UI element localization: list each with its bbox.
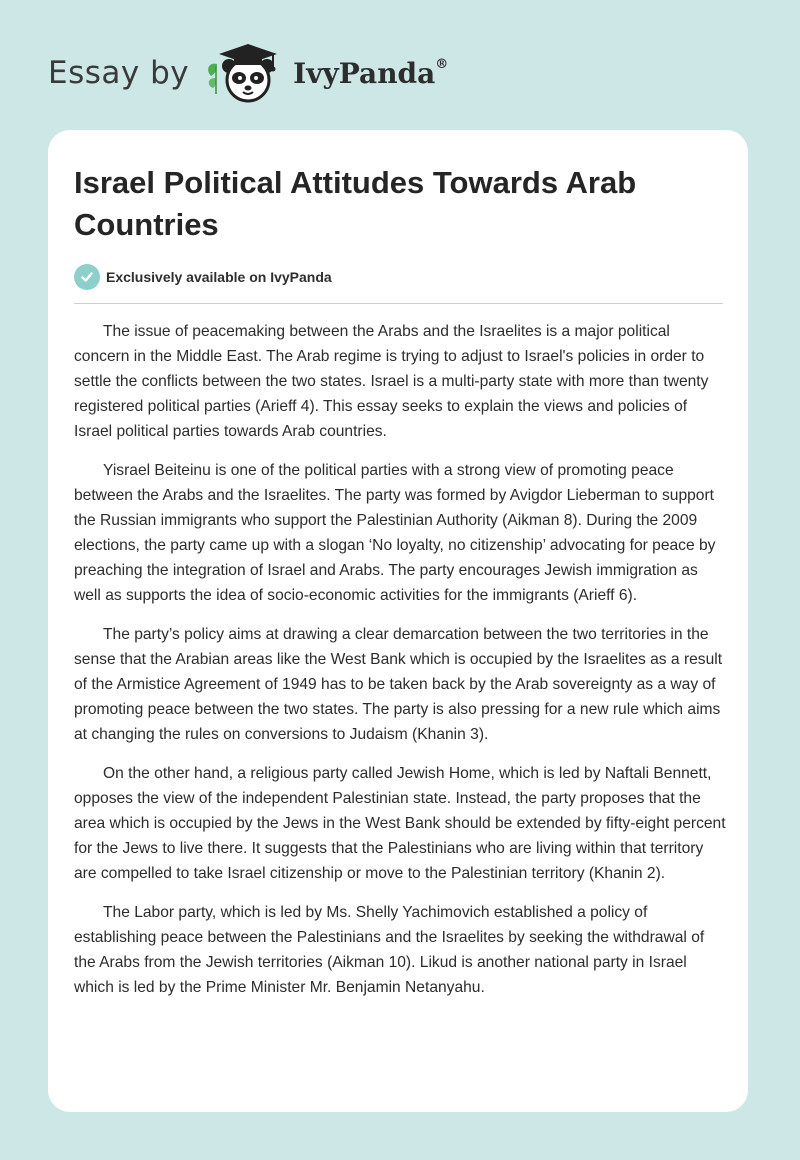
ivypanda-logo-icon <box>203 36 289 111</box>
badge-label: Exclusively available on IvyPanda <box>106 269 332 285</box>
checkmark-icon <box>74 264 100 290</box>
paragraph: The issue of peacemaking between the Arabs and the Israelites is a major political concern in the Middle East. The Arab regime is trying to adjust to Israel's policies in order to settle the conflicts between the two states. Israel is a multi-party state with more than twenty registered political parties (Arieff 4). This essay seeks to explain the views and policies of Israel political parties towards Arab countries. <box>74 323 709 440</box>
trademark-symbol: ® <box>435 57 449 73</box>
divider <box>74 303 723 304</box>
paragraph: The party’s policy aims at drawing a clear demarcation between the two territories in the sense that the Arabian areas like the West Bank which is occupied by the Israelites as a result of the Armistice Agreement of 1949 has to be taken back by the Arab sovereignty as a way of promoting peace between the two states. The party is also pressing for a new rule which aims at changing the rules on conversions to Judaism (Khanin 3). <box>74 626 723 743</box>
essay-body <box>74 319 726 1014</box>
paragraph: On the other hand, a religious party called Jewish Home, which is led by Naftali Bennett, opposes the view of the independent Palestinian state. Instead, the party proposes that the area which is occupied by the Jews in the West Bank should be extended by fifty-eight percent for the Jews to live there. It suggests that the Palestinians who are living within that territory are compelled to take Israel citizenship or move to the Palestinian territory (Khanin 2). <box>74 765 726 882</box>
brand-name: IvyPanda® <box>293 56 449 90</box>
exclusive-badge <box>74 264 332 290</box>
site-header <box>48 38 448 108</box>
essay-card <box>48 130 748 1112</box>
essay-by-label: Essay by <box>48 55 190 91</box>
ivypanda-logo[interactable] <box>203 36 448 111</box>
paragraph: Yisrael Beiteinu is one of the political parties with a strong view of promoting peace between the Arabs and the Israelites. The party was formed by Avigdor Lieberman to support the Russian immigrants who support the Palestinian Authority (Aikman 8). During the 2009 elections, the party came up with a slogan ‘No loyalty, no citizenship’ advocating for peace by preaching the integration of Israel and Arabs. The party encourages Jewish immigration as well as supports the idea of socio-economic activities for the immigrants (Arieff 6). <box>74 462 716 604</box>
page-title: Israel Political Attitudes Towards Arab Countries <box>74 165 637 242</box>
paragraph: The Labor party, which is led by Ms. Shelly Yachimovich established a policy of establishing peace between the Palestinians and the Israelites by seeking the withdrawal of the Arabs from the Jewish territories (Aikman 10). Likud is another national party in Israel which is led by the Prime Minister Mr. Benjamin Netanyahu. <box>74 904 705 996</box>
